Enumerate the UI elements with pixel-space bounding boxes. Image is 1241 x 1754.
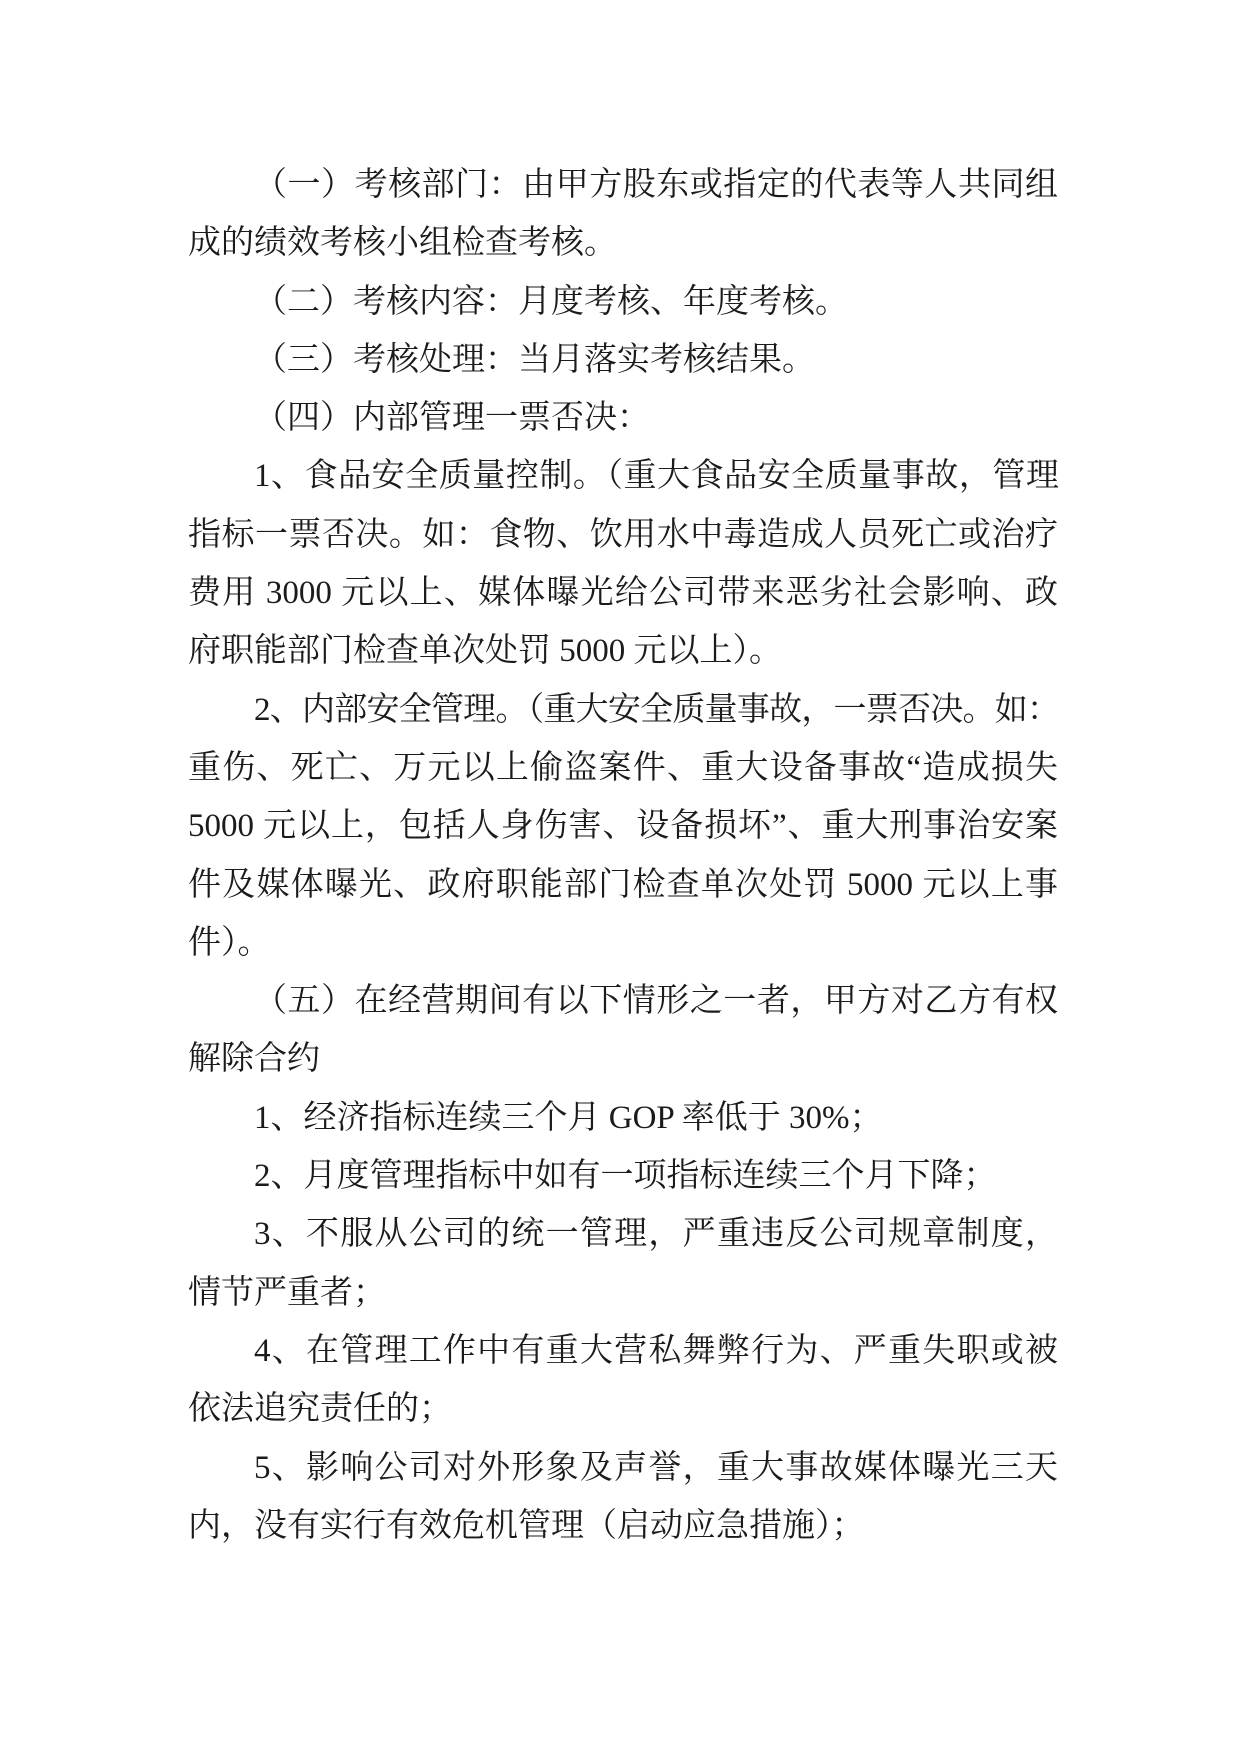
text-line: 内，没有实行有效危机管理（启动应急措施）；	[188, 1507, 865, 1544]
text-line: （三）考核处理：当月落实考核结果。	[254, 341, 815, 378]
text-line: 指标一票否决。如：食物、饮用水中毒造成人员死亡或治疗	[188, 516, 1058, 553]
text-line: 重伤、死亡、万元以上偷盗案件、重大设备事故“造成损失	[188, 749, 1058, 786]
text-line: 费用 3000 元以上、媒体曝光给公司带来恶劣社会影响、政	[188, 575, 1058, 612]
text-line: 件及媒体曝光、政府职能部门检查单次处罚 5000 元以上事	[188, 866, 1058, 903]
item-food-safety	[188, 447, 1058, 680]
text-line: 5、影响公司对外形象及声誉，重大事故媒体曝光三天	[254, 1449, 1058, 1486]
text-line: 府职能部门检查单次处罚 5000 元以上）。	[188, 633, 782, 670]
item-misconduct	[188, 1322, 1058, 1439]
text-line: 件）。	[188, 924, 271, 961]
text-line: （一）考核部门：由甲方股东或指定的代表等人共同组	[254, 167, 1058, 203]
text-line: 1、经济指标连续三个月 GOP 率低于 30%；	[254, 1099, 883, 1136]
section-assessment-content	[188, 273, 1058, 331]
text-line: （四）内部管理一票否决：	[254, 400, 650, 437]
item-internal-safety	[188, 681, 1058, 972]
section-termination-conditions	[188, 972, 1058, 1089]
text-line: 成的绩效考核小组检查考核。	[188, 225, 617, 262]
text-line: 4、在管理工作中有重大营私舞弊行为、严重失职或被	[254, 1332, 1058, 1369]
item-gop-rate	[188, 1089, 1058, 1147]
text-line: 解除合约	[188, 1041, 320, 1078]
text-line: 3、不服从公司的统一管理，严重违反公司规章制度，	[254, 1216, 1058, 1253]
section-veto-heading	[188, 389, 1058, 447]
text-line: （五）在经营期间有以下情形之一者，甲方对乙方有权	[254, 983, 1058, 1020]
item-monthly-indicators	[188, 1147, 1058, 1205]
text-line: 情节严重者；	[188, 1274, 386, 1311]
item-crisis-management	[188, 1439, 1058, 1556]
text-line: 2、内部安全管理。（重大安全质量事故，一票否决。如：	[254, 691, 1058, 728]
section-assessment-handling	[188, 331, 1058, 389]
item-management-compliance	[188, 1205, 1058, 1322]
text-line: （二）考核内容：月度考核、年度考核。	[254, 283, 848, 320]
text-line: 2、月度管理指标中如有一项指标连续三个月下降；	[254, 1158, 997, 1195]
text-line: 5000 元以上，包括人身伤害、设备损坏”、重大刑事治安案	[188, 808, 1058, 845]
text-line: 1、食品安全质量控制。（重大食品安全质量事故，管理	[254, 458, 1058, 495]
text-line: 依法追究责任的；	[188, 1391, 452, 1428]
document-body	[188, 156, 1058, 1555]
section-assessment-department	[188, 156, 1058, 273]
